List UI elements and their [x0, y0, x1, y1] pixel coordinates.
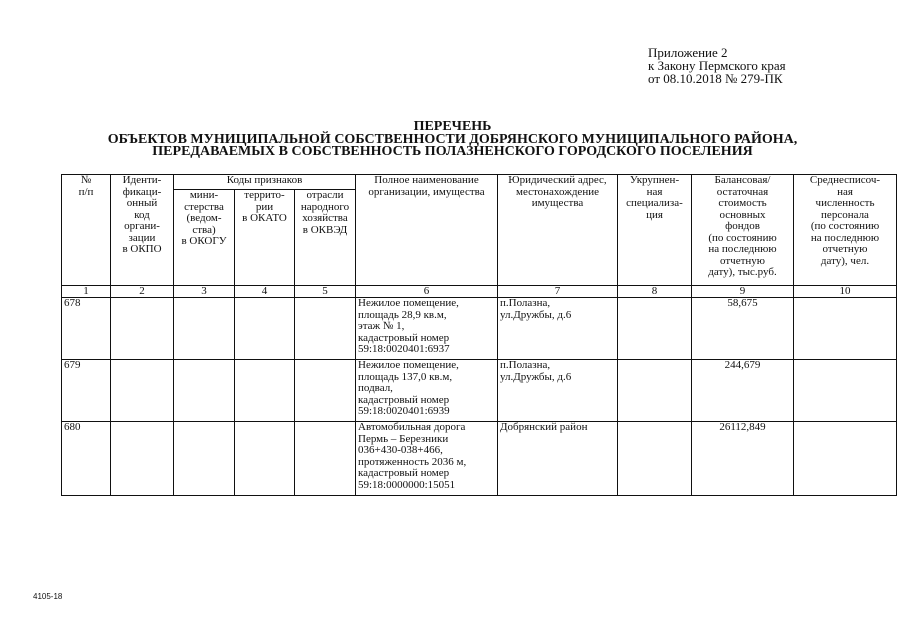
row-balance: 58,675 — [692, 298, 794, 360]
column-number: 9 — [692, 286, 794, 298]
table-row — [62, 422, 897, 496]
row-num: 679 — [62, 360, 111, 422]
header-balance: Балансовая/ остаточная стоимость основных фондов (по состоянию на последнюю отчетную дату), тыс.руб. — [692, 175, 794, 286]
document-heading — [0, 121, 905, 159]
appendix-date-line: от 08.10.2018 № 279-ПК — [648, 71, 783, 86]
row-okato — [235, 360, 295, 422]
table-row — [62, 298, 897, 360]
row-staff — [794, 360, 897, 422]
appendix-law-line: к Закону Пермского края — [648, 58, 786, 73]
row-name: Нежилое помещение, площадь 137,0 кв.м, подвал, кадастровый номер 59:18:0020401:6939 — [356, 360, 498, 422]
column-number: 10 — [794, 286, 897, 298]
row-okogu — [174, 298, 235, 360]
column-number: 4 — [235, 286, 295, 298]
header-specialization: Укрупнен- ная специализа- ция — [618, 175, 692, 286]
row-address: п.Полазна, ул.Дружбы, д.6 — [498, 360, 618, 422]
row-address: п.Полазна, ул.Дружбы, д.6 — [498, 298, 618, 360]
row-okved — [295, 298, 356, 360]
column-number: 2 — [111, 286, 174, 298]
header-codes-group: Коды признаков — [174, 175, 356, 190]
table-row — [62, 360, 897, 422]
column-number: 5 — [295, 286, 356, 298]
row-okpo — [111, 298, 174, 360]
row-balance: 26112,849 — [692, 422, 794, 496]
header-num: № п/п — [62, 175, 111, 286]
heading-title: ПЕРЕЧЕНЬ — [413, 119, 492, 134]
column-number: 3 — [174, 286, 235, 298]
row-name: Автомобильная дорога Пермь – Березники 036+430-038+466, протяженность 2036 м, кадастровый номер 59:18:0000000:15051 — [356, 422, 498, 496]
row-balance: 244,679 — [692, 360, 794, 422]
row-name: Нежилое помещение, площадь 28,9 кв.м, этаж № 1, кадастровый номер 59:18:0020401:6937 — [356, 298, 498, 360]
row-okato — [235, 298, 295, 360]
heading-subtitle-1: ОБЪЕКТОВ МУНИЦИПАЛЬНОЙ СОБСТВЕННОСТИ ДОБРЯНСКОГО МУНИЦИПАЛЬНОГО РАЙОНА, — [107, 131, 798, 147]
row-num: 680 — [62, 422, 111, 496]
row-okogu — [174, 422, 235, 496]
appendix-note — [648, 46, 786, 85]
header-staff: Среднесписоч- ная численность персонала (по состоянию на последнюю отчетную дату), чел. — [794, 175, 897, 286]
header-okved: отрасли народного хозяйства в ОКВЭД — [295, 190, 356, 286]
header-okpo: Иденти- фикаци- онный код органи- зации в ОКПО — [111, 175, 174, 286]
heading-subtitle-2: ПЕРЕДАВАЕМЫХ В СОБСТВЕННОСТЬ ПОЛАЗНЕНСКОГО ГОРОДСКОГО ПОСЕЛЕНИЯ — [152, 144, 753, 159]
row-specialization — [618, 422, 692, 496]
property-table — [61, 174, 897, 496]
row-okpo — [111, 360, 174, 422]
row-okato — [235, 422, 295, 496]
row-num: 678 — [62, 298, 111, 360]
column-number: 1 — [62, 286, 111, 298]
row-specialization — [618, 360, 692, 422]
header-okato: террито- рии в ОКАТО — [235, 190, 295, 286]
header-name: Полное наименование организации, имущества — [356, 175, 498, 286]
row-staff — [794, 298, 897, 360]
header-row — [62, 175, 897, 190]
row-okved — [295, 360, 356, 422]
row-okved — [295, 422, 356, 496]
column-number: 6 — [356, 286, 498, 298]
appendix-line: Приложение 2 — [648, 45, 728, 60]
document-code: 4105-18 — [33, 592, 63, 601]
row-specialization — [618, 298, 692, 360]
column-number: 7 — [498, 286, 618, 298]
header-address: Юридический адрес, местонахождение имущества — [498, 175, 618, 286]
row-okogu — [174, 360, 235, 422]
column-number-row — [62, 286, 897, 298]
column-number: 8 — [618, 286, 692, 298]
row-okpo — [111, 422, 174, 496]
row-address: Добрянский район — [498, 422, 618, 496]
header-okogu: мини- стерства (ведом- ства) в ОКОГУ — [174, 190, 235, 286]
row-staff — [794, 422, 897, 496]
